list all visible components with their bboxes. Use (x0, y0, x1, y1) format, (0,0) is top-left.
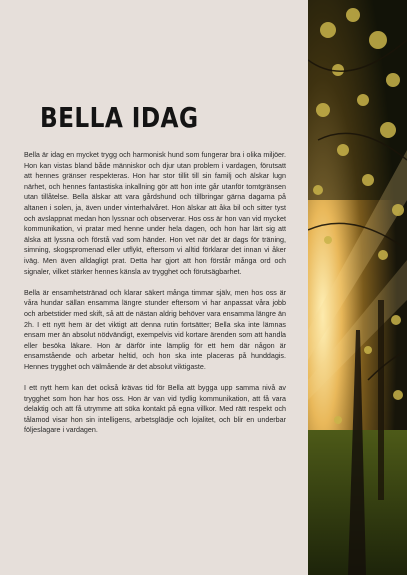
paragraph-3: I ett nytt hem kan det också krävas tid för Bella att bygga upp samma nivå av trygghet som hon har hos oss. Hon är van vid tydlig kommunikation, att få vara delaktig och att få utrymme att söka kontakt på egna villkor. Med rätt respekt och tålamod visar hon sin intelligens, arbetsglädje och lojalitet, och blir en underbar följeslagare i vardagen. (24, 384, 286, 435)
body-text (24, 150, 286, 447)
forest-sunlight-image (308, 0, 407, 575)
page-title: BELLA IDAG (40, 101, 199, 134)
paragraph-2: Bella är ensamhetstränad och klarar säkert många timmar själv, men hos oss är våra hundar sällan ensamma längre stunder eftersom vi har anpassat våra jobb och arbetstider med skift, så att de nästan aldrig behöver vara ensamma längre än 2h. I ett nytt hem är det viktigt att denna rutin fortsätter; Bella ska inte lämnas ensam mer än absolut nödvändigt, exempelvis vid kortare ärenden som att handla eller besöka läkare. Hon är därför inte lämplig för ett hem där någon är ensamstående och arbetar heltid, och hon ska inte placeras på hunddagis. Hennes trygghet och välmående är det absolut viktigaste. (24, 288, 286, 371)
paragraph-1: Bella är idag en mycket trygg och harmonisk hund som fungerar bra i olika miljöer. Hon kan vistas bland både människor och djur utan problem i vardagen, förutsatt att hennes gränser respekteras. Hon har stor tillit till sin familj och älskar lugn närhet, och hennes fantastiska inkallning gör att hon inte går utanför tomtgränsen utan tillåtelse. Bella älskar att vara gårdshund och tillbringar gärna dagarna på altanen i solen, ja, även under vinterhalvåret. Hon älskar att åka bil och sitter tyst och avslappnat medan hon lyssnar och observerar. Hos oss är hon van vid mycket kommunikation, vi pratar med henne under hela dagen, och hon har lärt sig att älska att lyssna och förstå vad som händer. Hon vet när det är dags för träning, simning, skogspromenad eller utflykt, eftersom vi alltid förklarar det innan vi åker iväg. Men även alldagligt prat. Detta har gjort att hon förstår många ord och signaler, vilket stärker hennes känsla av trygghet och förutsägbarhet. (24, 151, 286, 276)
forest-photo (308, 0, 407, 575)
